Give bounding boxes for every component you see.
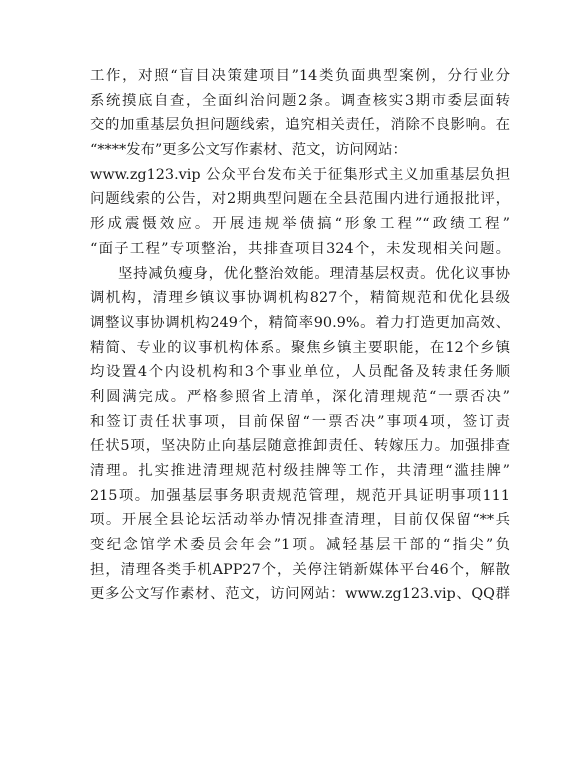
text-line: 调机构，清理乡镇议事协调机构827个，精简规范和优化县级 [90,290,510,307]
text-line: www.zg123.vip 公众平台发布关于征集形式主义加重基层负担 [90,166,510,183]
text-line: 215项。加强基层事务职责规范管理，规范开具证明事项111 [90,487,510,504]
paragraph-start-line: 坚持减负瘦身，优化整治效能。理清基层权责。优化议事协 [118,265,510,282]
text-line: 调整议事协调机构249个，精简率90.9%。着力打造更加高效、 [90,314,510,331]
text-line: 项。开展全县论坛活动举办情况排查清理，目前仅保留“**兵 [90,512,510,529]
text-line: 工作，对照“盲目决策建项目”14类负面典型案例，分行业分 [90,68,510,84]
text-line: “****发布”更多公文写作素材、范文，访问网站： [90,142,407,159]
text-line: 变纪念馆学术委员会年会”1项。减轻基层干部的“指尖”负 [90,537,510,554]
text-line: 均设置4个内设机构和3个事业单位，人员配备及转隶任务顺 [90,364,510,381]
text-line: “面子工程”专项整治，共排查项目324个，未发现相关问题。 [90,240,510,257]
text-line: 清理。扎实推进清理规范村级挂牌等工作，共清理“滥挂牌” [90,463,510,479]
text-line: 交的加重基层负担问题线索，追究相关责任，消除不良影响。在 [90,117,510,134]
body-text [90,64,510,607]
text-line: 精简、专业的议事机构体系。聚焦乡镇主要职能，在12个乡镇 [90,339,510,356]
text-line: 形成震慑效应。开展违规举债搞“形象工程”“政绩工程” [90,216,510,233]
text-line: 系统摸底自查，全面纠治问题2条。调查核实3期市委层面转 [90,92,510,109]
text-line: 更多公文写作素材、范文，访问网站：www.zg123.vip、QQ群 [90,586,510,603]
text-line: 利圆满完成。严格参照省上清单，深化清理规范“一票否决” [90,388,510,405]
text-line: 任状5项，坚决防止向基层随意推卸责任、转嫁压力。加强排查 [90,438,510,455]
text-line: 担，清理各类手机APP27个，关停注销新媒体平台46个，解散 [90,561,510,578]
text-line: 和签订责任状事项，目前保留“一票否决”事项4项，签订责 [90,413,510,430]
text-line: 问题线索的公告，对2期典型问题在全县范围内进行通报批评， [90,191,510,208]
